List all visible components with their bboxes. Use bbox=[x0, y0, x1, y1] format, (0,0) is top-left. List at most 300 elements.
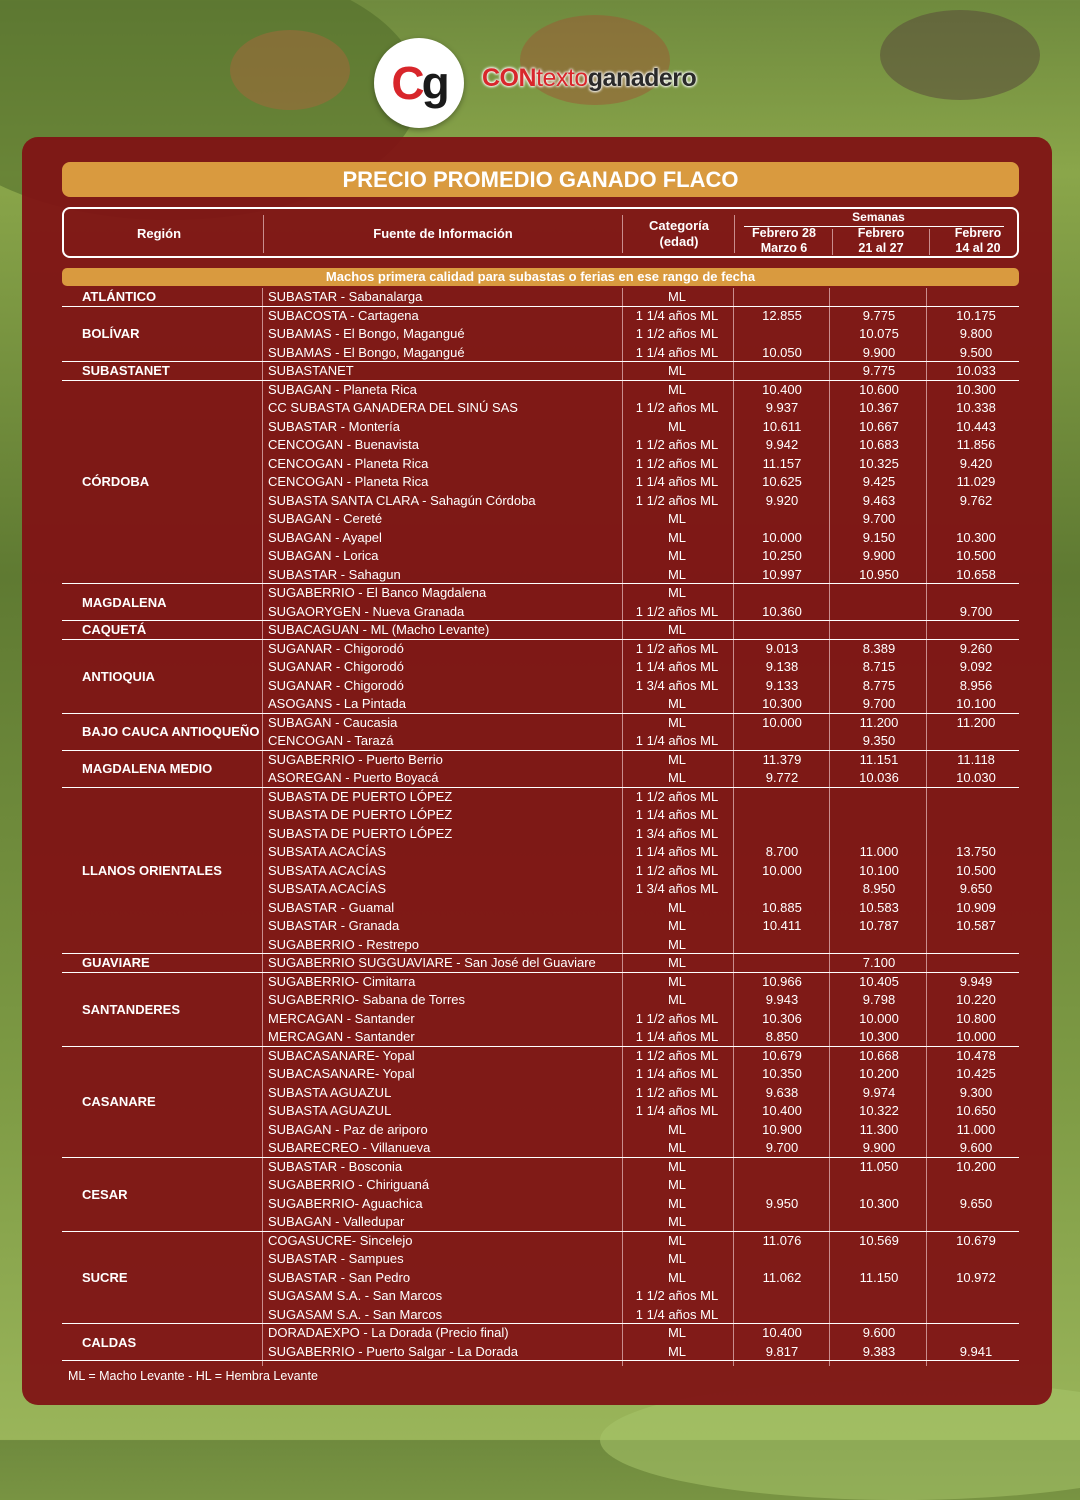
price-cell-week2: 9.798 bbox=[862, 992, 896, 1007]
price-cell-week2: 9.463 bbox=[862, 492, 896, 508]
category-cell: 1 1/4 años ML bbox=[635, 807, 719, 822]
category-cell: 1 1/4 años ML bbox=[635, 1029, 719, 1044]
brand-mark bbox=[391, 56, 446, 110]
table-row bbox=[62, 1343, 1019, 1362]
header-region: Región bbox=[136, 226, 182, 241]
price-cell-week3: 8.956 bbox=[959, 677, 993, 693]
category-cell: 1 1/2 años ML bbox=[635, 437, 719, 452]
price-cell-week1: 9.950 bbox=[765, 1195, 799, 1211]
table-row bbox=[62, 1047, 1019, 1066]
price-cell-week1: 10.997 bbox=[762, 566, 802, 582]
category-cell: 1 1/2 años ML bbox=[635, 1010, 719, 1026]
source-cell: SUGASAM S.A. - San Marcos bbox=[268, 1288, 443, 1303]
category-cell: 1 3/4 años ML bbox=[635, 825, 719, 841]
price-cell-week1: 10.300 bbox=[762, 696, 802, 711]
table-row bbox=[62, 362, 1019, 381]
header-categoria-line2: (edad) bbox=[659, 234, 699, 249]
region-label: BOLÍVAR bbox=[82, 326, 140, 342]
price-cell-week2: 10.583 bbox=[859, 899, 899, 915]
header-col2 bbox=[833, 226, 929, 256]
price-cell-week3: 10.650 bbox=[956, 1103, 996, 1118]
price-cell-week2: 9.900 bbox=[862, 344, 896, 360]
source-cell: SUGABERRIO- Cimitarra bbox=[268, 973, 416, 989]
category-cell: ML bbox=[667, 1158, 687, 1174]
table-row bbox=[62, 1158, 1019, 1177]
price-cell-week2: 10.405 bbox=[859, 973, 899, 989]
source-cell: SUBASTA SANTA CLARA - Sahagún Córdoba bbox=[268, 492, 536, 508]
price-cell-week2: 9.600 bbox=[862, 1325, 896, 1340]
source-cell: SUBASTA AGUAZUL bbox=[268, 1103, 392, 1118]
price-cell-week2: 10.683 bbox=[859, 437, 899, 452]
table-row bbox=[62, 1028, 1019, 1047]
table-row bbox=[62, 455, 1019, 474]
category-cell: 1 1/4 años ML bbox=[635, 344, 719, 360]
table-row bbox=[62, 418, 1019, 437]
source-cell: SUBASTAR - Sabanalarga bbox=[268, 289, 423, 304]
region-label: ATLÁNTICO bbox=[82, 289, 157, 305]
price-cell-week2: 8.775 bbox=[862, 677, 896, 693]
table-row bbox=[62, 991, 1019, 1010]
table-row bbox=[62, 936, 1019, 955]
price-cell-week3: 10.100 bbox=[956, 696, 996, 711]
category-cell: 1 3/4 años ML bbox=[635, 677, 719, 693]
category-cell: ML bbox=[667, 992, 687, 1007]
table-row bbox=[62, 1195, 1019, 1214]
category-cell: 1 1/2 años ML bbox=[635, 326, 719, 341]
price-cell-week2: 10.036 bbox=[859, 770, 899, 785]
category-cell: 1 1/2 años ML bbox=[635, 788, 719, 804]
price-cell-week2: 11.151 bbox=[859, 751, 899, 767]
price-cell-week2: 9.350 bbox=[862, 733, 896, 748]
table-row bbox=[62, 307, 1019, 326]
price-cell-week1: 10.885 bbox=[762, 899, 802, 915]
price-cell-week2: 9.700 bbox=[862, 696, 896, 711]
table-row bbox=[62, 529, 1019, 548]
price-cell-week2: 8.389 bbox=[862, 640, 896, 656]
source-cell: SUGANAR - Chigorodó bbox=[268, 659, 404, 674]
price-cell-week1: 9.772 bbox=[765, 770, 799, 785]
price-cell-week3: 9.650 bbox=[959, 881, 993, 896]
price-cell-week2: 11.000 bbox=[859, 844, 899, 859]
price-cell-week1: 10.306 bbox=[762, 1010, 802, 1026]
header-categoria bbox=[624, 218, 734, 250]
price-cell-week2: 11.150 bbox=[859, 1269, 899, 1285]
price-cell-week1: 9.943 bbox=[765, 992, 799, 1007]
source-cell: SUBASTA DE PUERTO LÓPEZ bbox=[268, 807, 453, 822]
source-cell: CENCOGAN - Buenavista bbox=[268, 437, 419, 452]
header-col1 bbox=[736, 226, 832, 256]
source-cell: CENCOGAN - Tarazá bbox=[268, 733, 394, 748]
price-cell-week3: 10.175 bbox=[956, 307, 996, 323]
price-cell-week3: 11.200 bbox=[956, 714, 996, 730]
price-cell-week1: 10.250 bbox=[762, 548, 802, 563]
price-cell-week1: 10.400 bbox=[762, 1103, 802, 1118]
source-cell: MERCAGAN - Santander bbox=[268, 1010, 415, 1026]
price-cell-week3: 9.650 bbox=[959, 1195, 993, 1211]
price-cell-week2: 10.950 bbox=[859, 566, 899, 582]
table-row bbox=[62, 640, 1019, 659]
table-row bbox=[62, 1102, 1019, 1121]
table-row bbox=[62, 843, 1019, 862]
price-cell-week3: 10.300 bbox=[956, 529, 996, 545]
category-cell: ML bbox=[667, 899, 687, 915]
brand-name-part1: CON bbox=[482, 64, 537, 92]
table-row bbox=[62, 547, 1019, 566]
price-cell-week3: 11.029 bbox=[956, 474, 996, 489]
background-cow-shape bbox=[880, 10, 1040, 100]
category-cell: ML bbox=[667, 622, 687, 637]
price-cell-week1: 10.611 bbox=[762, 418, 802, 434]
table-row bbox=[62, 1287, 1019, 1306]
price-cell-week1: 11.062 bbox=[762, 1269, 802, 1285]
price-cell-week3: 9.941 bbox=[959, 1343, 993, 1359]
price-cell-week3: 9.949 bbox=[959, 973, 993, 989]
header-col1-line2: Marzo 6 bbox=[760, 241, 808, 255]
region-label: BAJO CAUCA ANTIOQUEÑO bbox=[82, 724, 260, 739]
price-cell-week1: 9.133 bbox=[765, 677, 799, 693]
price-cell-week3: 10.443 bbox=[956, 418, 996, 434]
category-cell: ML bbox=[667, 696, 687, 711]
region-label: CALDAS bbox=[82, 1334, 137, 1350]
source-cell: SUBAGAN - Cereté bbox=[268, 511, 383, 526]
source-cell: SUBASTAR - Granada bbox=[268, 918, 400, 933]
price-cell-week1: 11.076 bbox=[762, 1232, 802, 1248]
source-cell: SUBARECREO - Villanueva bbox=[268, 1140, 431, 1155]
category-cell: 1 1/2 años ML bbox=[635, 492, 719, 508]
price-cell-week2: 10.325 bbox=[859, 455, 899, 471]
table-row bbox=[62, 806, 1019, 825]
header-fuente: Fuente de Información bbox=[373, 226, 513, 241]
price-cell-week2: 8.715 bbox=[862, 659, 896, 674]
source-cell: SUBSATA ACACÍAS bbox=[268, 881, 387, 896]
price-cell-week2: 10.300 bbox=[859, 1195, 899, 1211]
price-cell-week3: 10.679 bbox=[956, 1232, 996, 1248]
source-cell: SUBSATA ACACÍAS bbox=[268, 862, 387, 878]
region-label: LLANOS ORIENTALES bbox=[82, 862, 222, 878]
source-cell: SUBAMAS - El Bongo, Magangué bbox=[268, 326, 465, 341]
category-cell: 1 1/2 años ML bbox=[635, 400, 719, 415]
price-cell-week1: 9.700 bbox=[765, 1140, 799, 1155]
category-cell: 1 1/2 años ML bbox=[635, 455, 719, 471]
table-row bbox=[62, 1010, 1019, 1029]
price-cell-week2: 10.569 bbox=[859, 1232, 899, 1248]
source-cell: ASOREGAN - Puerto Boyacá bbox=[268, 770, 439, 785]
price-cell-week2: 9.900 bbox=[862, 1140, 896, 1155]
source-cell: COGASUCRE- Sincelejo bbox=[268, 1232, 413, 1248]
price-cell-week2: 9.775 bbox=[862, 363, 896, 378]
table-row bbox=[62, 1176, 1019, 1195]
price-cell-week3: 10.800 bbox=[956, 1010, 996, 1026]
page-title: PRECIO PROMEDIO GANADO FLACO bbox=[62, 162, 1019, 197]
price-cell-week1: 9.920 bbox=[765, 492, 799, 508]
price-cell-week1: 9.013 bbox=[765, 640, 799, 656]
table-row bbox=[62, 603, 1019, 622]
price-cell-week1: 11.157 bbox=[762, 455, 802, 471]
table-row bbox=[62, 917, 1019, 936]
table-row bbox=[62, 1232, 1019, 1251]
source-cell: SUBSATA ACACÍAS bbox=[268, 844, 387, 859]
brand-name-part3: ganadero bbox=[587, 64, 697, 92]
price-cell-week1: 11.379 bbox=[762, 751, 802, 767]
source-cell: SUBASTAR - Montería bbox=[268, 418, 400, 434]
table-row bbox=[62, 658, 1019, 677]
price-cell-week3: 10.000 bbox=[956, 1029, 996, 1044]
source-cell: SUBAGAN - Paz de ariporo bbox=[268, 1121, 428, 1137]
price-cell-week2: 10.075 bbox=[859, 326, 899, 341]
price-cell-week2: 9.900 bbox=[862, 548, 896, 563]
category-cell: 1 1/4 años ML bbox=[635, 844, 719, 859]
price-cell-week1: 10.050 bbox=[762, 344, 802, 360]
table-row bbox=[62, 492, 1019, 511]
category-cell: ML bbox=[667, 751, 687, 767]
source-cell: SUBASTAR - Guamal bbox=[268, 899, 395, 915]
price-cell-week1: 10.000 bbox=[762, 529, 802, 545]
price-cell-week2: 9.150 bbox=[862, 529, 896, 545]
source-cell: SUBASTA AGUAZUL bbox=[268, 1084, 392, 1100]
price-cell-week2: 10.200 bbox=[859, 1066, 899, 1081]
source-cell: SUGABERRIO- Sabana de Torres bbox=[268, 992, 466, 1007]
table-row bbox=[62, 1121, 1019, 1140]
price-cell-week2: 11.300 bbox=[859, 1121, 899, 1137]
category-cell: 1 1/2 años ML bbox=[635, 1047, 719, 1063]
header-col2-line2: 21 al 27 bbox=[858, 241, 904, 255]
table-row bbox=[62, 954, 1019, 973]
price-cell-week1: 12.855 bbox=[762, 307, 802, 323]
price-cell-week2: 10.787 bbox=[859, 918, 899, 933]
price-cell-week3: 10.220 bbox=[956, 992, 996, 1007]
category-cell: ML bbox=[667, 1269, 687, 1285]
price-cell-week1: 9.817 bbox=[765, 1343, 799, 1359]
category-cell: 1 1/4 años ML bbox=[635, 1066, 719, 1081]
price-cell-week2: 10.600 bbox=[859, 381, 899, 397]
table-row bbox=[62, 677, 1019, 696]
category-cell: 1 1/4 años ML bbox=[635, 307, 719, 323]
source-cell: CC SUBASTA GANADERA DEL SINÚ SAS bbox=[268, 400, 518, 415]
source-cell: MERCAGAN - Santander bbox=[268, 1029, 415, 1044]
group-separator bbox=[62, 1360, 1019, 1361]
table-row bbox=[62, 399, 1019, 418]
footnote: ML = Macho Levante - HL = Hembra Levante bbox=[68, 1369, 318, 1383]
source-cell: SUGABERRIO - Chiriguaná bbox=[268, 1177, 430, 1192]
category-cell: ML bbox=[667, 566, 687, 582]
source-cell: CENCOGAN - Planeta Rica bbox=[268, 455, 429, 471]
table-row bbox=[62, 344, 1019, 363]
region-label: MAGDALENA MEDIO bbox=[82, 761, 213, 776]
category-cell: ML bbox=[667, 511, 687, 526]
category-cell: 1 1/4 años ML bbox=[635, 1306, 719, 1322]
source-cell: SUBACASANARE- Yopal bbox=[268, 1047, 415, 1063]
source-cell: SUGABERRIO SUGGUAVIARE - San José del Guaviare bbox=[268, 955, 596, 970]
category-cell: 1 1/2 años ML bbox=[635, 640, 719, 656]
table-row bbox=[62, 695, 1019, 714]
source-cell: SUBACOSTA - Cartagena bbox=[268, 307, 419, 323]
brand-mark-g: g bbox=[421, 57, 447, 109]
price-cell-week2: 11.050 bbox=[859, 1158, 899, 1174]
source-cell: SUBACAGUAN - ML (Macho Levante) bbox=[268, 622, 490, 637]
price-cell-week3: 9.420 bbox=[959, 455, 993, 471]
source-cell: SUGABERRIO - Puerto Salgar - La Dorada bbox=[268, 1343, 518, 1359]
price-cell-week1: 9.638 bbox=[765, 1084, 799, 1100]
table-row bbox=[62, 1306, 1019, 1325]
price-cell-week2: 10.100 bbox=[859, 862, 899, 878]
background-cow-shape bbox=[230, 30, 350, 110]
category-cell: ML bbox=[667, 936, 687, 952]
source-cell: CENCOGAN - Planeta Rica bbox=[268, 474, 429, 489]
region-label: CESAR bbox=[82, 1186, 128, 1202]
table-row bbox=[62, 288, 1019, 307]
category-cell: ML bbox=[667, 1140, 687, 1155]
source-cell: SUBAGAN - Planeta Rica bbox=[268, 381, 417, 397]
category-cell: ML bbox=[667, 1177, 687, 1192]
table-row bbox=[62, 973, 1019, 992]
region-label: CÓRDOBA bbox=[82, 474, 150, 490]
price-cell-week1: 10.966 bbox=[762, 973, 802, 989]
table-header bbox=[62, 207, 1019, 258]
price-cell-week1: 9.942 bbox=[765, 437, 799, 452]
price-cell-week1: 10.400 bbox=[762, 381, 802, 397]
price-cell-week2: 7.100 bbox=[862, 955, 896, 970]
source-cell: SUBACASANARE- Yopal bbox=[268, 1066, 415, 1081]
region-label: GUAVIARE bbox=[82, 955, 150, 971]
category-cell: ML bbox=[667, 381, 687, 397]
table-row bbox=[62, 1250, 1019, 1269]
category-cell: 1 1/4 años ML bbox=[635, 474, 719, 489]
category-cell: ML bbox=[667, 1251, 687, 1266]
price-cell-week1: 10.360 bbox=[762, 603, 802, 619]
price-cell-week2: 9.425 bbox=[862, 474, 896, 489]
price-cell-week2: 9.974 bbox=[862, 1084, 896, 1100]
category-cell: ML bbox=[667, 770, 687, 785]
price-cell-week1: 9.937 bbox=[765, 400, 799, 415]
price-cell-week1: 10.350 bbox=[762, 1066, 802, 1081]
price-cell-week3: 10.909 bbox=[956, 899, 996, 915]
source-cell: SUBAMAS - El Bongo, Magangué bbox=[268, 344, 465, 360]
price-cell-week1: 10.411 bbox=[762, 918, 802, 933]
price-cell-week1: 10.000 bbox=[762, 714, 802, 730]
brand-name bbox=[482, 64, 696, 93]
table-row bbox=[62, 1065, 1019, 1084]
table-row bbox=[62, 1084, 1019, 1103]
table-row bbox=[62, 1139, 1019, 1158]
brand-mark-c: C bbox=[391, 57, 422, 109]
price-cell-week1: 10.000 bbox=[762, 862, 802, 878]
header-col3-line1: Febrero bbox=[954, 226, 1002, 240]
price-cell-week3: 13.750 bbox=[956, 844, 996, 859]
brand-logo bbox=[374, 38, 464, 128]
table-subtitle: Machos primera calidad para subastas o ferias en ese rango de fecha bbox=[62, 268, 1019, 286]
source-cell: SUGASAM S.A. - San Marcos bbox=[268, 1306, 443, 1322]
price-cell-week1: 8.700 bbox=[765, 844, 799, 859]
table-row bbox=[62, 621, 1019, 640]
price-cell-week3: 9.600 bbox=[959, 1140, 993, 1155]
price-cell-week3: 9.092 bbox=[959, 659, 993, 674]
category-cell: 1 1/2 años ML bbox=[635, 1084, 719, 1100]
price-cell-week3: 11.118 bbox=[957, 751, 995, 767]
price-cell-week3: 10.500 bbox=[956, 548, 996, 563]
table-row bbox=[62, 325, 1019, 344]
category-cell: ML bbox=[667, 529, 687, 545]
price-cell-week3: 11.856 bbox=[956, 437, 996, 452]
source-cell: SUBAGAN - Caucasia bbox=[268, 714, 398, 730]
price-cell-week3: 10.425 bbox=[956, 1066, 996, 1081]
source-cell: SUBAGAN - Valledupar bbox=[268, 1214, 405, 1229]
table-row bbox=[62, 566, 1019, 585]
region-label: CAQUETÁ bbox=[82, 622, 147, 638]
region-label: SUBASTANET bbox=[82, 363, 170, 379]
category-cell: ML bbox=[667, 418, 687, 434]
source-cell: SUGABERRIO - Puerto Berrio bbox=[268, 751, 443, 767]
header-divider bbox=[734, 215, 735, 253]
category-cell: ML bbox=[667, 1232, 687, 1248]
category-cell: ML bbox=[667, 1325, 687, 1340]
category-cell: 1 1/2 años ML bbox=[635, 862, 719, 878]
price-cell-week1: 10.400 bbox=[762, 1325, 802, 1340]
source-cell: SUGABERRIO - El Banco Magdalena bbox=[268, 585, 487, 600]
price-cell-week1: 10.679 bbox=[762, 1047, 802, 1063]
price-cell-week2: 10.300 bbox=[859, 1029, 899, 1044]
price-cell-week1: 10.900 bbox=[762, 1121, 802, 1137]
region-label: SUCRE bbox=[82, 1269, 128, 1285]
price-cell-week3: 9.260 bbox=[959, 640, 993, 656]
header-semanas: Semanas bbox=[852, 210, 905, 224]
source-cell: DORADAEXPO - La Dorada (Precio final) bbox=[268, 1325, 509, 1340]
price-cell-week3: 11.000 bbox=[956, 1121, 996, 1137]
table-row bbox=[62, 1269, 1019, 1288]
source-cell: SUBAGAN - Lorica bbox=[268, 548, 379, 563]
table-row bbox=[62, 381, 1019, 400]
category-cell: ML bbox=[667, 973, 687, 989]
source-cell: SUBAGAN - Ayapel bbox=[268, 529, 382, 545]
source-cell: SUBASTA DE PUERTO LÓPEZ bbox=[268, 825, 453, 841]
category-cell: ML bbox=[667, 585, 687, 600]
price-cell-week3: 9.700 bbox=[959, 603, 993, 619]
table-row bbox=[62, 1213, 1019, 1232]
category-cell: 1 1/2 años ML bbox=[635, 1288, 719, 1303]
brand-name-part2: texto bbox=[536, 64, 588, 92]
category-cell: ML bbox=[667, 955, 687, 970]
price-cell-week2: 9.383 bbox=[862, 1343, 896, 1359]
category-cell: ML bbox=[667, 363, 687, 378]
price-cell-week2: 11.200 bbox=[859, 714, 899, 730]
price-cell-week2: 10.000 bbox=[859, 1010, 899, 1026]
price-cell-week3: 10.972 bbox=[956, 1269, 996, 1285]
source-cell: SUBASTAR - Bosconia bbox=[268, 1158, 403, 1174]
table-row bbox=[62, 436, 1019, 455]
price-cell-week3: 9.500 bbox=[959, 344, 993, 360]
price-cell-week3: 9.800 bbox=[959, 326, 993, 341]
price-cell-week2: 10.367 bbox=[859, 400, 899, 415]
table-row bbox=[62, 510, 1019, 529]
source-cell: SUGANAR - Chigorodó bbox=[268, 640, 404, 656]
header-col3-line2: 14 al 20 bbox=[955, 241, 1001, 255]
category-cell: ML bbox=[667, 714, 687, 730]
table-row bbox=[62, 825, 1019, 844]
category-cell: ML bbox=[667, 918, 687, 933]
price-cell-week3: 10.300 bbox=[956, 381, 996, 397]
category-cell: ML bbox=[667, 548, 687, 563]
category-cell: ML bbox=[667, 289, 687, 304]
price-cell-week3: 10.478 bbox=[956, 1047, 996, 1063]
category-cell: ML bbox=[667, 1195, 687, 1211]
price-cell-week2: 10.668 bbox=[859, 1047, 899, 1063]
header-col2-line1: Febrero bbox=[857, 226, 905, 240]
region-label: ANTIOQUIA bbox=[82, 668, 155, 684]
region-label: SANTANDERES bbox=[82, 1001, 180, 1017]
table-row bbox=[62, 788, 1019, 807]
source-cell: SUBASTANET bbox=[268, 363, 354, 378]
price-cell-week3: 10.033 bbox=[956, 363, 996, 378]
price-cell-week1: 9.138 bbox=[765, 659, 799, 674]
